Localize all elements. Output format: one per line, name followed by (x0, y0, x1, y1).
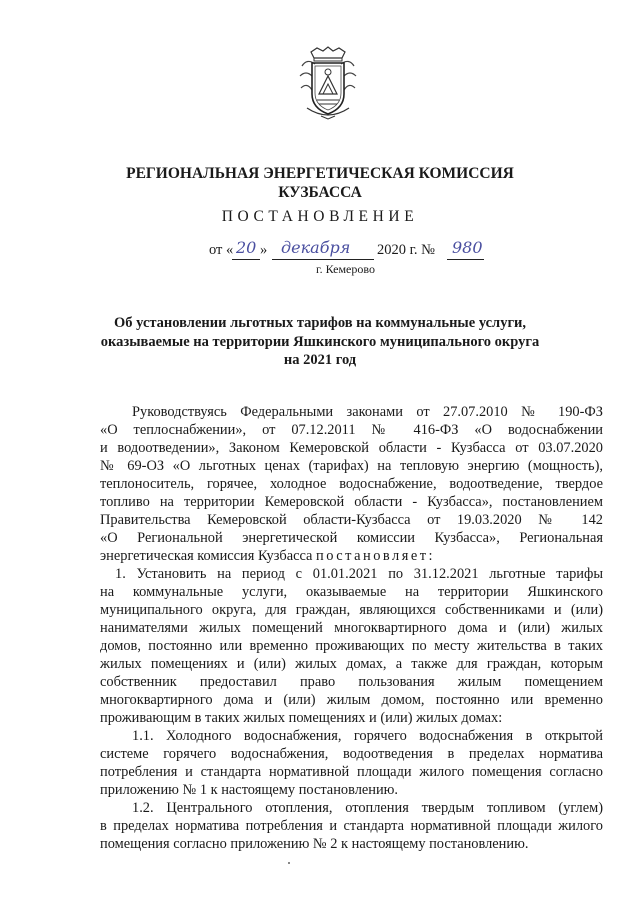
title-line1: Об установлении льготных тарифов на коммунальные услуги, (113, 315, 527, 331)
date-year: 2020 г. № (377, 242, 436, 258)
day-underline (232, 259, 260, 260)
document-number: 980 (452, 238, 483, 257)
organization-name-line1: РЕГИОНАЛЬНАЯ ЭНЕРГЕТИЧЕСКАЯ КОМИССИЯ (126, 165, 514, 182)
body-line: муниципального округа, для граждан, являющихся собственниками и (или) (100, 602, 603, 618)
body-line: теплоноситель, горячее, холодное водоснабжение, водоотведение, твердое (100, 476, 603, 492)
number-underline (447, 259, 484, 260)
body-line: домов, постоянно или временно проживающих по месту жительства в таких (100, 638, 603, 654)
coat-of-arms-icon (297, 46, 359, 120)
title-line2: оказываемые на территории Яшкинского муниципального округа (100, 334, 540, 350)
city: г. Кемерово (316, 262, 375, 276)
body-line: проживающим в таких жилых помещениях и (или) жилых домах: (100, 710, 503, 726)
body-line: жилых помещениях и (или) жилых домах, а также для граждан, которым (100, 656, 603, 672)
date-mid: » (260, 242, 268, 258)
body-line: и водоотведении», Законом Кемеровской области - Кузбасса от 03.07.2020 (100, 440, 603, 456)
title-line3: на 2021 год (283, 352, 357, 368)
month-underline (272, 259, 374, 260)
body-line: приложению № 1 к настоящему постановлению. (100, 782, 399, 798)
body-line: «О теплоснабжении», от 07.12.2011 № 416-ФЗ «О водоснабжении (100, 422, 603, 438)
body-line: потребления и стандарта нормативной площади жилого помещения согласно (100, 764, 603, 780)
body-line: в пределах норматива потребления и стандарта нормативной площади жилого (100, 818, 603, 834)
organization-name-line2: КУЗБАССА (278, 184, 362, 201)
body-line: топливо на территории Кемеровской области - Кузбасса», постановлением (100, 494, 603, 510)
body-line: № 69-ОЗ «О льготных ценах (тарифах) на тепловую энергию (мощность), (100, 458, 603, 474)
body-line (100, 547, 603, 565)
body-line: помещения согласно приложению № 2 к настоящему постановлению. (100, 836, 529, 852)
page-speck (288, 862, 290, 864)
body-line: 1.1. Холодного водоснабжения, горячего водоснабжения в открытой (132, 728, 603, 744)
body-line: Правительства Кемеровской области-Кузбасса от 19.03.2020 № 142 (100, 512, 603, 528)
body-line: собственник предоставил право пользования жилым помещением (100, 674, 603, 690)
body-line: Руководствуясь Федеральными законами от 27.07.2010 № 190-ФЗ (132, 404, 603, 420)
body-line: многоквартирного дома и (или) жилым домом, постоянно или временно (100, 692, 603, 708)
date-prefix: от « (209, 242, 234, 258)
body-line: на коммунальные услуги, оказываемые на территории Яшкинского (100, 584, 603, 600)
body-line: системе горячего водоснабжения, водоотведения в пределах норматива (100, 746, 603, 762)
body-line: 1.2. Центрального отопления, отопления твердым топливом (углем) (132, 800, 603, 816)
body-line: «О Региональной энергетической комиссии Кузбасса», Региональная (100, 530, 603, 546)
body-line-start: энергетическая комиссия Кузбасса (100, 548, 317, 564)
body-line: 1. Установить на период с 01.01.2021 по 31.12.2021 льготные тарифы (115, 566, 603, 582)
document-type: ПОСТАНОВЛЕНИЕ (221, 208, 419, 225)
date-month: декабря (281, 238, 351, 257)
resolve-word: постановляет: (316, 548, 436, 564)
date-day: 20 (236, 238, 257, 257)
body-line: нанимателями жилых помещений многоквартирного дома и (или) жилых (100, 620, 603, 636)
